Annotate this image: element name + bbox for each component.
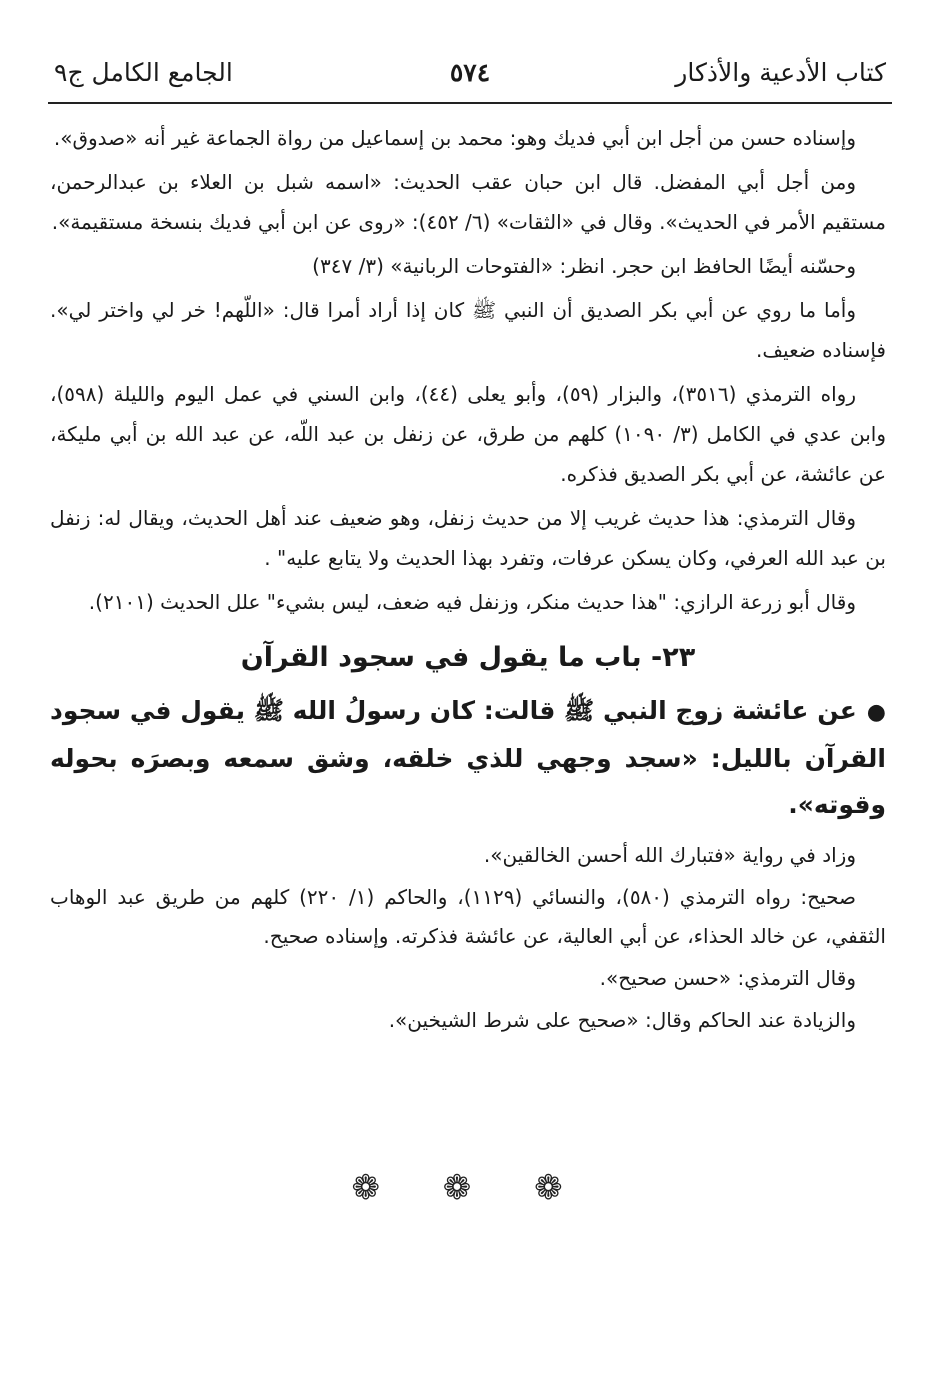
paragraph: صحيح: رواه الترمذي (٥٨٠)، والنسائي (١١٢٩)، والحاكم (١/ ٢٢٠) كلهم من طريق عبد الوهاب الثقفي، عن خالد الحذاء، عن أبي العالية، عن عائشة فذكرته. وإسناده صحيح. xyxy=(50,885,886,948)
paragraph: وقال الترمذي: «حسن صحيح». xyxy=(599,966,856,990)
end-ornaments xyxy=(0,1168,940,1208)
ornament-icon: ❁ xyxy=(534,1168,589,1208)
paragraph: رواه الترمذي (٣٥١٦)، والبزار (٥٩)، وأبو يعلى (٤٤)، وابن السني في عمل اليوم والليلة (٥٩٨)، وابن عدي في الكامل (٣/ ١٠٩٠) كلهم من طرق، عن زنفل بن عبد اللّه، عن عبد الله بن أبي مليكة، عن عائشة، عن أبي بكر الصديق فذكره. xyxy=(50,382,886,486)
hadith-text: عن عائشة زوج النبي ﷺ قالت: كان رسولُ الله ﷺ يقول في سجود القرآن بالليل: «سجد وجهي للذي خلقه، وشق سمعه وبصرَه بحوله وقوته». xyxy=(50,696,886,819)
section-heading: ٢٣- باب ما يقول في سجود القرآن xyxy=(240,642,696,673)
paragraph: وقال الترمذي: هذا حديث غريب إلا من حديث زنفل، وهو ضعيف عند أهل الحديث، ويقال له: زنفل بن عبد الله العرفي، وكان يسكن عرفات، وتفرد بهذا الحديث ولا يتابع عليه" . xyxy=(50,506,886,570)
hadith-text-block xyxy=(50,688,886,828)
paragraph: وإسناده حسن من أجل ابن أبي فديك وهو: محمد بن إسماعيل من رواة الجماعة غير أنه «صدوق». xyxy=(53,126,856,150)
ornament-icon: ❁ xyxy=(442,1168,498,1208)
paragraph: وزاد في رواية «فتبارك الله أحسن الخالقين». xyxy=(483,843,856,867)
bullet-icon: ● xyxy=(866,700,886,725)
paragraph: وأما ما روي عن أبي بكر الصديق أن النبي ﷺ كان إذا أراد أمرا قال: «اللّهم! خر لي واختر لي». فإسناده ضعيف. xyxy=(50,298,886,362)
paragraph: والزيادة عند الحاكم وقال: «صحيح على شرط الشيخين». xyxy=(388,1008,856,1032)
book-title: كتاب الأدعية والأذكار xyxy=(675,58,886,87)
series-title: الجامع الكامل ج٩ xyxy=(54,58,233,87)
page-number: ٥٧٤ xyxy=(449,58,491,87)
header-divider xyxy=(48,102,892,104)
paragraph: وحسّنه أيضًا الحافظ ابن حجر. انظر: «الفتوحات الربانية» (٣/ ٣٤٧) xyxy=(312,254,856,278)
paragraph: وقال أبو زرعة الرازي: "هذا حديث منكر، وزنفل فيه ضعف، ليس بشيء" علل الحديث (٢١٠١). xyxy=(88,590,856,614)
ornament-icon: ❁ xyxy=(351,1168,406,1208)
page-header xyxy=(48,50,892,96)
page-body xyxy=(50,118,886,1043)
paragraph: ومن أجل أبي المفضل. قال ابن حبان عقب الحديث: «اسمه شبل بن العلاء بن عبدالرحمن، مستقيم الأمر في الحديث». وقال في «الثقات» (٦/ ٤٥٢): «روى عن ابن أبي فديك بنسخة مستقيمة». xyxy=(50,170,886,234)
